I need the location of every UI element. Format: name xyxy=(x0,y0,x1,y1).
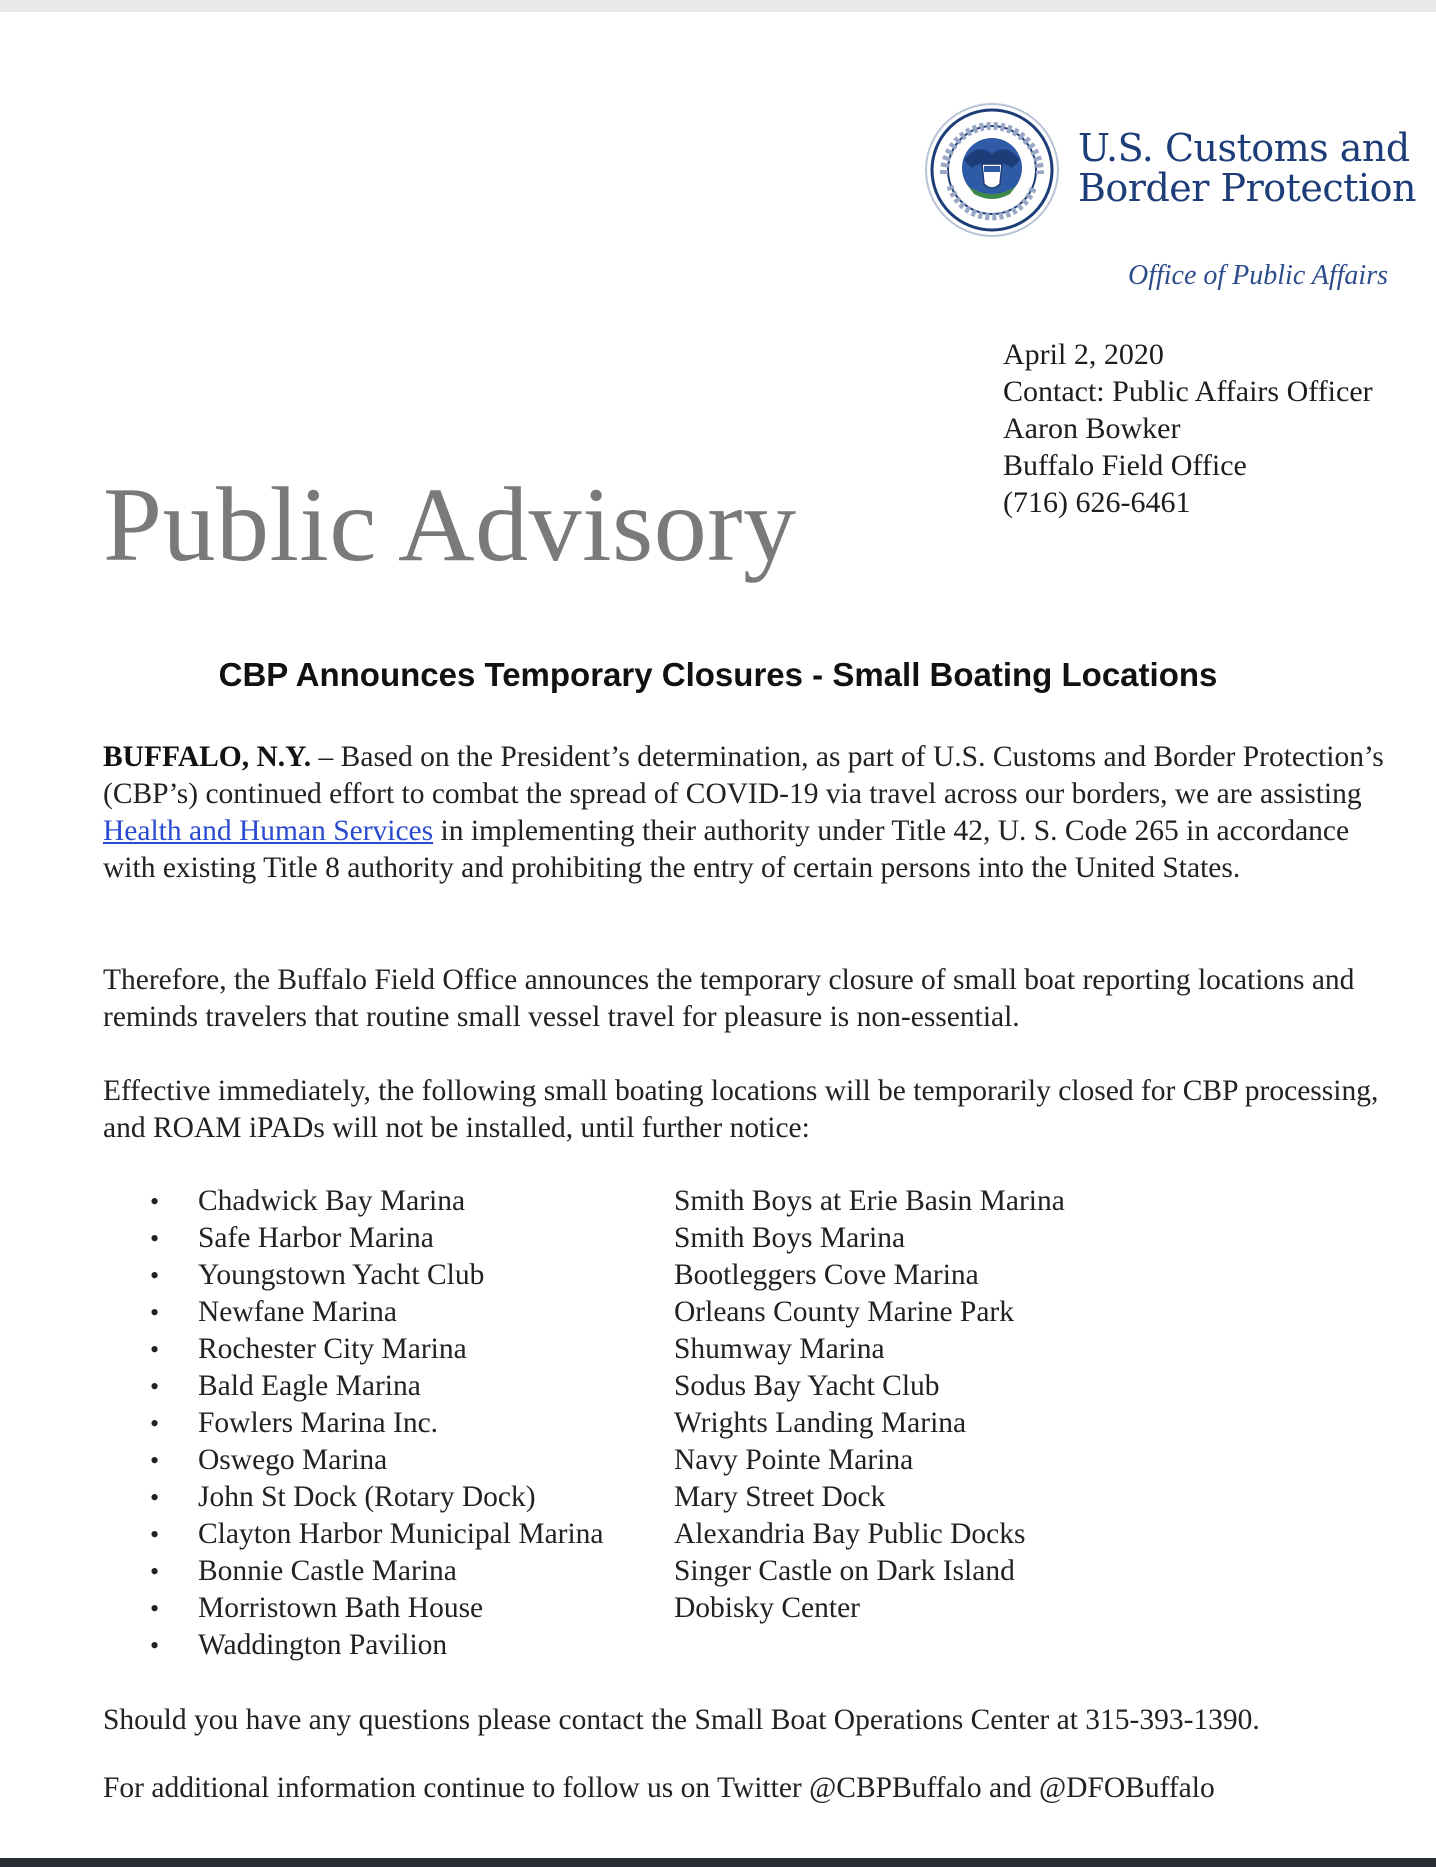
location-item xyxy=(150,1331,604,1368)
location-item xyxy=(150,1479,604,1516)
location-item xyxy=(150,1516,604,1553)
location-item: Smith Boys Marina xyxy=(674,1222,906,1254)
location-item xyxy=(150,1257,604,1294)
location-item xyxy=(150,1368,604,1405)
bullet-icon: • xyxy=(150,1557,160,1586)
location-item xyxy=(150,1627,604,1664)
bullet-icon: • xyxy=(150,1409,160,1438)
location-name: Clayton Harbor Municipal Marina xyxy=(198,1518,604,1550)
paragraph-1-text-b: in implementing their authority under Title 42, U. S. Code 265 in accordance with existing Title 8 authority and prohibiting the entry of certain persons into the United States. xyxy=(103,815,1350,884)
location-item: Sodus Bay Yacht Club xyxy=(674,1370,940,1402)
bullet-icon: • xyxy=(150,1594,160,1623)
headline: CBP Announces Temporary Closures - Small Boating Locations xyxy=(218,656,1218,693)
location-name: Chadwick Bay Marina xyxy=(198,1185,466,1217)
location-name: Safe Harbor Marina xyxy=(198,1222,434,1254)
bullet-icon: • xyxy=(150,1520,160,1549)
locations-list-left xyxy=(150,1183,604,1664)
bullet-icon: • xyxy=(150,1187,160,1216)
paragraph-1-text-a: – Based on the President’s determination, as part of U.S. Customs and Border Protection’s (CBP’s) continued effort to combat the spread of COVID-19 via travel across our borders, we are assisting xyxy=(103,741,1384,810)
location-item: Orleans County Marine Park xyxy=(674,1296,1014,1328)
location-name: Morristown Bath House xyxy=(198,1592,484,1624)
org-name-line2: Border Protection xyxy=(1078,166,1416,210)
bullet-icon: • xyxy=(150,1483,160,1512)
org-name xyxy=(1078,128,1416,208)
contact-office: Buffalo Field Office xyxy=(1003,449,1247,482)
paragraph-1 xyxy=(103,739,1393,887)
bullet-icon: • xyxy=(150,1372,160,1401)
twitter-info: For additional information continue to follow us on Twitter @CBPBuffalo and @DFOBuffalo xyxy=(103,1772,1215,1804)
document-page xyxy=(0,12,1436,1858)
hhs-link[interactable]: Health and Human Services xyxy=(103,815,434,847)
location-item xyxy=(150,1405,604,1442)
location-item: Bootleggers Cove Marina xyxy=(674,1259,979,1291)
location-item: Mary Street Dock xyxy=(674,1481,886,1513)
bullet-icon: • xyxy=(150,1335,160,1364)
location-item xyxy=(150,1590,604,1627)
contact-line: Contact: Public Affairs Officer xyxy=(1003,375,1373,408)
bullet-icon: • xyxy=(150,1446,160,1475)
location-item: Smith Boys at Erie Basin Marina xyxy=(674,1185,1065,1217)
org-name-line1: U.S. Customs and xyxy=(1078,126,1410,170)
location-name: Waddington Pavilion xyxy=(198,1629,448,1661)
location-item: Navy Pointe Marina xyxy=(674,1444,914,1476)
location-item xyxy=(150,1220,604,1257)
location-name: Bonnie Castle Marina xyxy=(198,1555,457,1587)
paragraph-3: Effective immediately, the following small boating locations will be temporarily closed for CBP processing, and ROAM iPADs will not be installed, until further notice: xyxy=(103,1075,1379,1144)
bullet-icon: • xyxy=(150,1631,160,1660)
bullet-icon: • xyxy=(150,1261,160,1290)
location-name: Fowlers Marina Inc. xyxy=(198,1407,439,1439)
location-item: Shumway Marina xyxy=(674,1333,885,1365)
release-date: April 2, 2020 xyxy=(1003,338,1164,371)
document-title: Public Advisory xyxy=(103,466,797,583)
operations-center-contact: Should you have any questions please contact the Small Boat Operations Center at 315-393-1390. xyxy=(103,1704,1260,1736)
location-name: Youngstown Yacht Club xyxy=(198,1259,485,1291)
dateline: BUFFALO, N.Y. xyxy=(103,741,312,773)
location-item: Singer Castle on Dark Island xyxy=(674,1555,1015,1587)
paragraph-2: Therefore, the Buffalo Field Office announces the temporary closure of small boat reporting locations and reminds travelers that routine small vessel travel for pleasure is non-essential. xyxy=(103,964,1355,1033)
bullet-icon: • xyxy=(150,1298,160,1327)
contact-block xyxy=(1003,336,1373,521)
contact-phone: (716) 626-6461 xyxy=(1003,486,1191,519)
dhs-seal-icon xyxy=(924,102,1060,238)
location-item xyxy=(150,1553,604,1590)
location-name: Bald Eagle Marina xyxy=(198,1370,421,1402)
location-item: Alexandria Bay Public Docks xyxy=(674,1518,1026,1550)
location-name: Oswego Marina xyxy=(198,1444,388,1476)
location-item xyxy=(150,1294,604,1331)
bullet-icon: • xyxy=(150,1224,160,1253)
location-item xyxy=(150,1183,604,1220)
office-of-public-affairs: Office of Public Affairs xyxy=(1127,260,1388,291)
viewer-bottom-bar xyxy=(0,1858,1436,1867)
locations-list-right xyxy=(674,1183,1065,1627)
location-name: Rochester City Marina xyxy=(198,1333,467,1365)
location-name: John St Dock (Rotary Dock) xyxy=(198,1481,536,1513)
location-item: Wrights Landing Marina xyxy=(674,1407,967,1439)
location-item: Dobisky Center xyxy=(674,1592,860,1624)
contact-name: Aaron Bowker xyxy=(1003,412,1181,445)
location-item xyxy=(150,1442,604,1479)
location-name: Newfane Marina xyxy=(198,1296,398,1328)
